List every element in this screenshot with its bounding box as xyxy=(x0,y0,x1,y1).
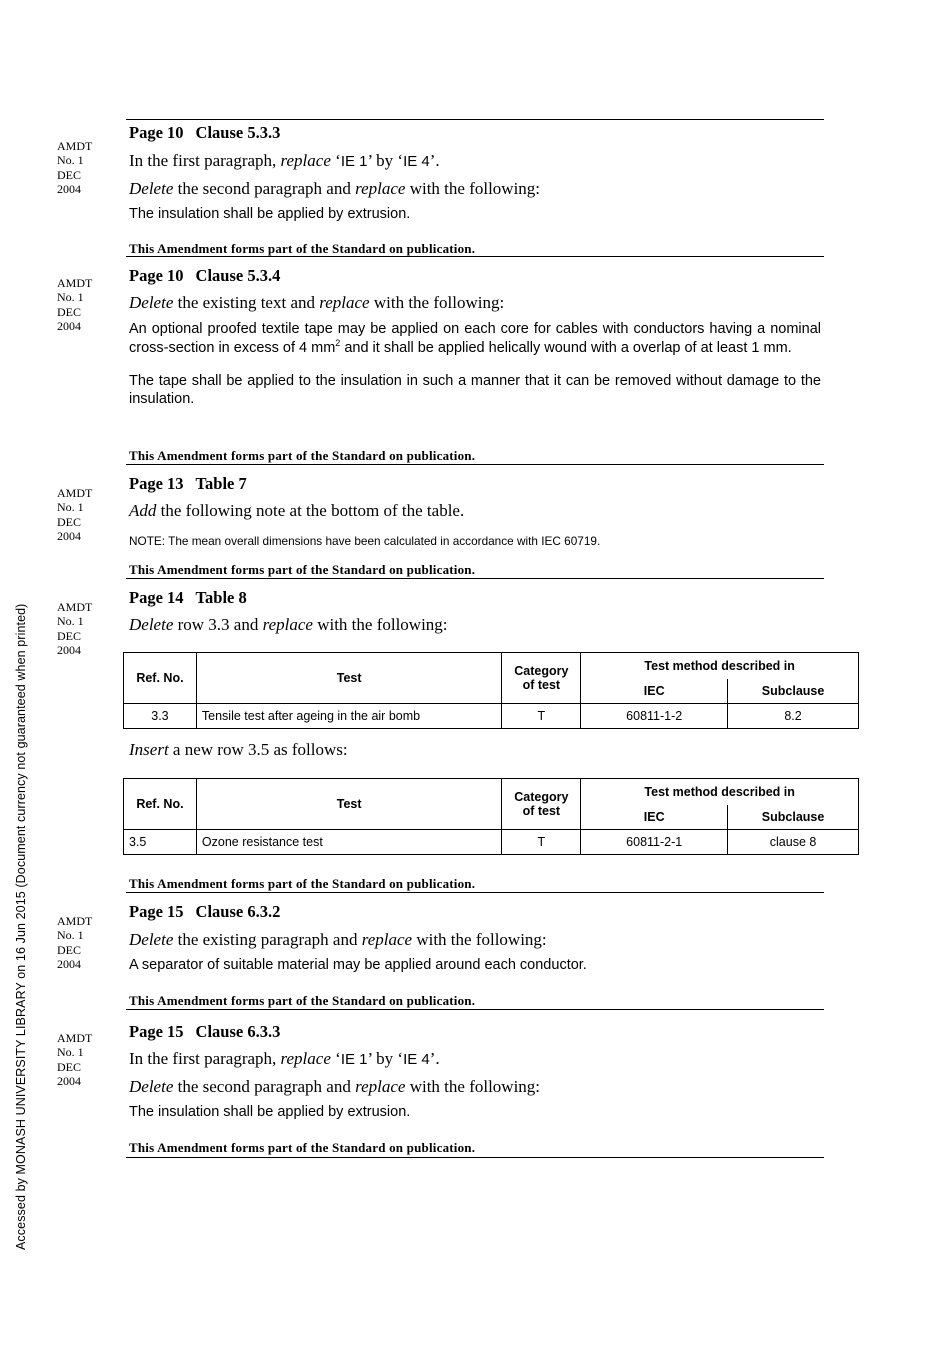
section-3-note: NOTE: The mean overall dimensions have been calculated in accordance with IEC 60719. xyxy=(129,534,601,548)
table-8-new-row xyxy=(123,778,859,855)
header-test-method: Test method described in xyxy=(581,779,859,806)
section-1-instruction-1: In the first paragraph, replace ‘IE 1’ by ‘IE 4’. xyxy=(129,151,440,170)
section-2-heading: Page 10 Clause 5.3.4 xyxy=(129,266,281,285)
section-3 xyxy=(129,474,821,548)
section-3-instruction-1: Add the following note at the bottom of the table. xyxy=(129,501,465,520)
header-subclause: Subclause xyxy=(728,805,859,830)
cell-ref-no: 3.3 xyxy=(124,704,197,729)
cell-iec: 60811-1-2 xyxy=(581,704,728,729)
section-4-instruction-2: Insert a new row 3.5 as follows: xyxy=(129,740,348,759)
section-6-body: The insulation shall be applied by extrusion. xyxy=(129,1104,411,1120)
cell-ref-no: 3.5 xyxy=(124,830,197,855)
section-6-instruction-1: In the first paragraph, replace ‘IE 1’ by ‘IE 4’. xyxy=(129,1049,440,1068)
section-5-top-rule xyxy=(126,892,824,893)
cell-test: Ozone resistance test xyxy=(196,830,501,855)
cell-iec: 60811-2-1 xyxy=(581,830,728,855)
section-1-top-rule xyxy=(126,119,824,120)
section-6 xyxy=(129,1022,821,1122)
section-2-body-paragraph-2: The tape shall be applied to the insulation in such a manner that it can be removed without damage to the insulation. xyxy=(129,373,821,407)
section-1-heading: Page 10 Clause 5.3.3 xyxy=(129,123,281,142)
section-6-instruction-2: Delete the second paragraph and replace with the following: xyxy=(129,1077,541,1096)
header-ref-no: Ref. No. xyxy=(124,779,197,830)
header-category: Category of test xyxy=(502,653,581,704)
section-2-amdt-note: AMDT No. 1 DEC 2004 xyxy=(57,276,93,333)
cell-subclause: 8.2 xyxy=(728,704,859,729)
section-4-instruction-1: Delete row 3.3 and replace with the following: xyxy=(129,615,448,634)
table-row xyxy=(124,830,859,855)
section-2-body-paragraph-1: An optional proofed textile tape may be applied on each core for cables with conductors having a nominal cross-section in excess of 4 $mm^2$ and it shall be applied helically wound with a overlap of at least 1 mm. xyxy=(129,321,821,356)
side-access-notice: Accessed by MONASH UNIVERSITY LIBRARY on 16 Jun 2015 (Document currency not guaranteed when printed) xyxy=(14,603,28,1250)
cell-category: T xyxy=(502,830,581,855)
section-4-top-rule xyxy=(126,578,824,579)
section-1-instruction-2: Delete the second paragraph and replace with the following: xyxy=(129,179,541,198)
section-5-body: A separator of suitable material may be applied around each conductor. xyxy=(129,957,587,973)
header-ref-no: Ref. No. xyxy=(124,653,197,704)
section-6-top-rule xyxy=(126,1009,824,1010)
section-1-amdt-note: AMDT No. 1 DEC 2004 xyxy=(57,139,93,196)
section-5-amdt-note: AMDT No. 1 DEC 2004 xyxy=(57,914,93,971)
section-4-amdt-note: AMDT No. 1 DEC 2004 xyxy=(57,600,93,657)
header-iec: IEC xyxy=(581,805,728,830)
section-3-heading: Page 13 Table 7 xyxy=(129,474,247,493)
section-5-footer: This Amendment forms part of the Standard on publication. xyxy=(129,993,476,1008)
header-test: Test xyxy=(196,779,501,830)
section-2-top-rule xyxy=(126,256,824,257)
section-4-footer: This Amendment forms part of the Standard on publication. xyxy=(129,876,476,891)
table-row xyxy=(124,704,859,729)
section-5-heading: Page 15 Clause 6.3.2 xyxy=(129,902,281,921)
section-1 xyxy=(129,123,821,224)
section-2 xyxy=(129,266,821,408)
section-1-footer: This Amendment forms part of the Standard on publication. xyxy=(129,241,476,256)
header-subclause: Subclause xyxy=(728,679,859,704)
header-test: Test xyxy=(196,653,501,704)
section-6-heading: Page 15 Clause 6.3.3 xyxy=(129,1022,281,1041)
cell-category: T xyxy=(502,704,581,729)
section-6-footer: This Amendment forms part of the Standard on publication. xyxy=(129,1140,476,1155)
section-5 xyxy=(129,902,821,975)
section-5-instruction-1: Delete the existing paragraph and replace with the following: xyxy=(129,930,547,949)
section-4-heading: Page 14 Table 8 xyxy=(129,588,247,607)
table-8-replacement-row xyxy=(123,652,859,729)
section-6-amdt-note: AMDT No. 1 DEC 2004 xyxy=(57,1031,93,1088)
section-6-bottom-rule xyxy=(126,1157,824,1158)
cell-subclause: clause 8 xyxy=(728,830,859,855)
section-2-footer: This Amendment forms part of the Standard on publication. xyxy=(129,448,476,463)
cell-test: Tensile test after ageing in the air bomb xyxy=(196,704,501,729)
section-1-body: The insulation shall be applied by extrusion. xyxy=(129,206,411,222)
header-category: Category of test xyxy=(502,779,581,830)
section-2-instruction-1: Delete the existing text and replace with the following: xyxy=(129,293,505,312)
section-3-footer: This Amendment forms part of the Standard on publication. xyxy=(129,562,476,577)
section-4-insert xyxy=(129,740,821,760)
section-3-top-rule xyxy=(126,464,824,465)
section-4 xyxy=(129,588,821,635)
header-iec: IEC xyxy=(581,679,728,704)
header-test-method: Test method described in xyxy=(581,653,859,680)
section-3-amdt-note: AMDT No. 1 DEC 2004 xyxy=(57,486,93,543)
